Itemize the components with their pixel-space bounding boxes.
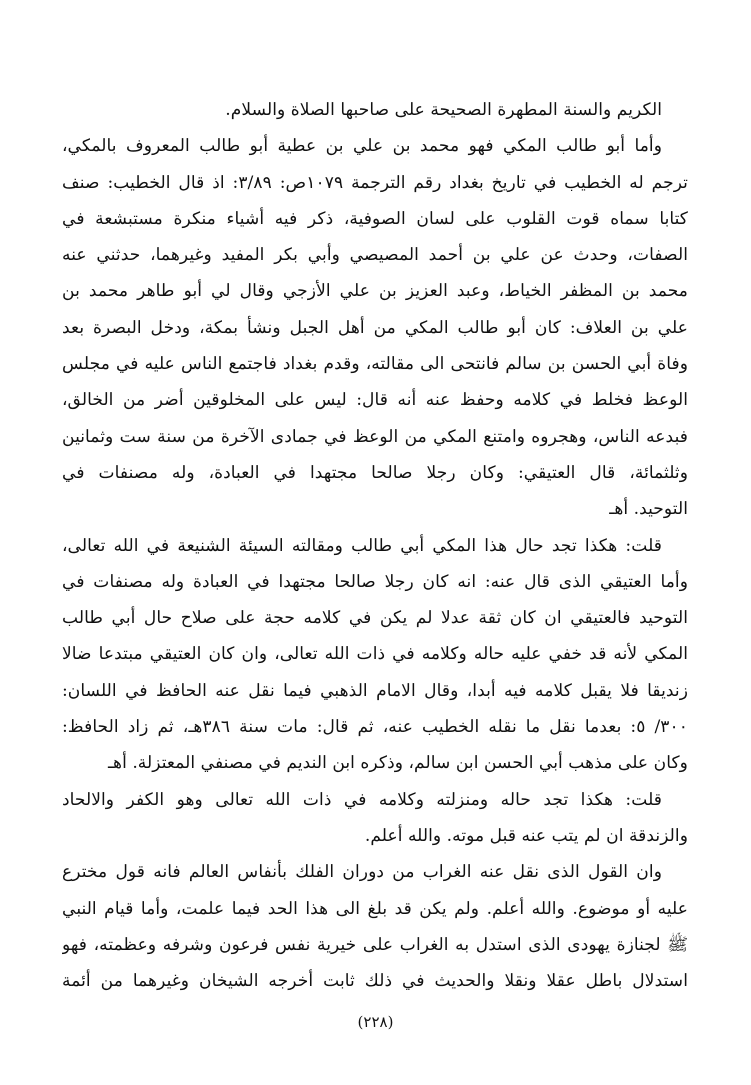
text-line: وكان على مذهب أبي الحسن ابن سالم، وذكره ابن النديم في مصنفي المعتزلة. أهـ <box>108 753 688 774</box>
text-line: فبدعه الناس، وهجروه وامتنع المكي من الوعظ في جمادى الآخرة من سنة ست وثمانين <box>62 426 688 447</box>
text-line: التوحيد. أهـ <box>609 499 688 520</box>
text-line: زنديقا فلا يقبل كلامه فيه أبدا، وقال الامام الذهبي فيما نقل عنه الحافظ في اللسان: <box>62 680 688 701</box>
text-line: ﷺ لجنازة يهودى الذى استدل به الغراب على خيرية نفس فرعون وشرفه وعظمته، فهو <box>62 934 688 955</box>
text-line: قلت: هكذا تجد حاله ومنزلته وكلامه في ذات الله تعالى وهو الكفر والالحاد <box>62 789 662 810</box>
text-line: علي بن العلاف: كان أبو طالب المكي من أهل الجبل ونشأ بمكة، ودخل البصرة بعد <box>62 317 688 338</box>
text-line: والزندقة ان لم يتب عنه قبل موته. والله أعلم. <box>364 825 688 846</box>
text-line: وثلثمائة، قال العتيقي: وكان رجلا صالحا مجتهدا في العبادة، وله مصنفات في <box>62 462 688 483</box>
text-line: استدلال باطل عقلا ونقلا والحديث في ذلك ثابت أخرجه الشيخان وغيرهما من أئمة <box>62 971 688 992</box>
text-line: عليه أو موضوع. والله أعلم. ولم يكن قد بلغ الى هذا الحد فيما علمت، وأما قيام النبي <box>62 898 688 919</box>
text-line: وأما العتيقي الذى قال عنه: انه كان رجلا صالحا مجتهدا في العبادة وله مصنفات في <box>62 571 688 592</box>
text-line: الكريم والسنة المطهرة الصحيحة على صاحبها الصلاة والسلام. <box>225 100 662 120</box>
document-body <box>62 92 688 999</box>
text-line: كتابا سماه قوت القلوب على لسان الصوفية، ذكر فيه أشياء منكرة مستبشعة في <box>62 208 688 229</box>
text-line: قلت: هكذا تجد حال هذا المكي أبي طالب ومقالته السيئة الشنيعة في الله تعالى، <box>62 535 662 556</box>
text-line: محمد بن المظفر الخياط، وعبد العزيز بن علي الأزجي وقال لي أبو طاهر محمد بن <box>62 281 688 302</box>
page-number: (٢٢٨) <box>357 1013 394 1031</box>
text-line: وأما أبو طالب المكي فهو محمد بن علي بن عطية أبو طالب المعروف بالمكي، <box>62 136 662 157</box>
text-line: الصفات، وحدث عن علي بن أحمد المصيصي وأبي بكر المفيد وغيرهما، حدثني عنه <box>62 245 688 266</box>
text-line: وفاة أبي الحسن بن سالم فانتحى الى مقالته، وقدم بغداد فاجتمع الناس عليه في مجلس <box>62 354 688 375</box>
text-line: ترجم له الخطيب في تاريخ بغداد رقم الترجمة ١٠٧٩ص: ٣/٨٩: اذ قال الخطيب: صنف <box>62 172 688 193</box>
text-line: التوحيد فالعتيقي ان كان ثقة عدلا لم يكن في كلامه حجة على صلاح حال أبي طالب <box>62 608 688 629</box>
text-line: الوعظ فخلط في كلامه وحفظ عنه أنه قال: ليس على المخلوقين أضر من الخالق، <box>62 390 688 411</box>
text-line: وان القول الذى نقل عنه الغراب من دوران الفلك بأنفاس العالم فانه قول مخترع <box>62 862 662 883</box>
text-line: المكي لأنه قد خفي عليه حاله وكلامه في ذات الله تعالى، وان كان العتيقي مبتدعا ضالا <box>62 644 688 665</box>
text-line: ٣٠٠/ ٥: بعدما نقل ما نقله الخطيب عنه، ثم قال: مات سنة ٣٨٦هـ، ثم زاد الحافظ: <box>62 717 688 738</box>
